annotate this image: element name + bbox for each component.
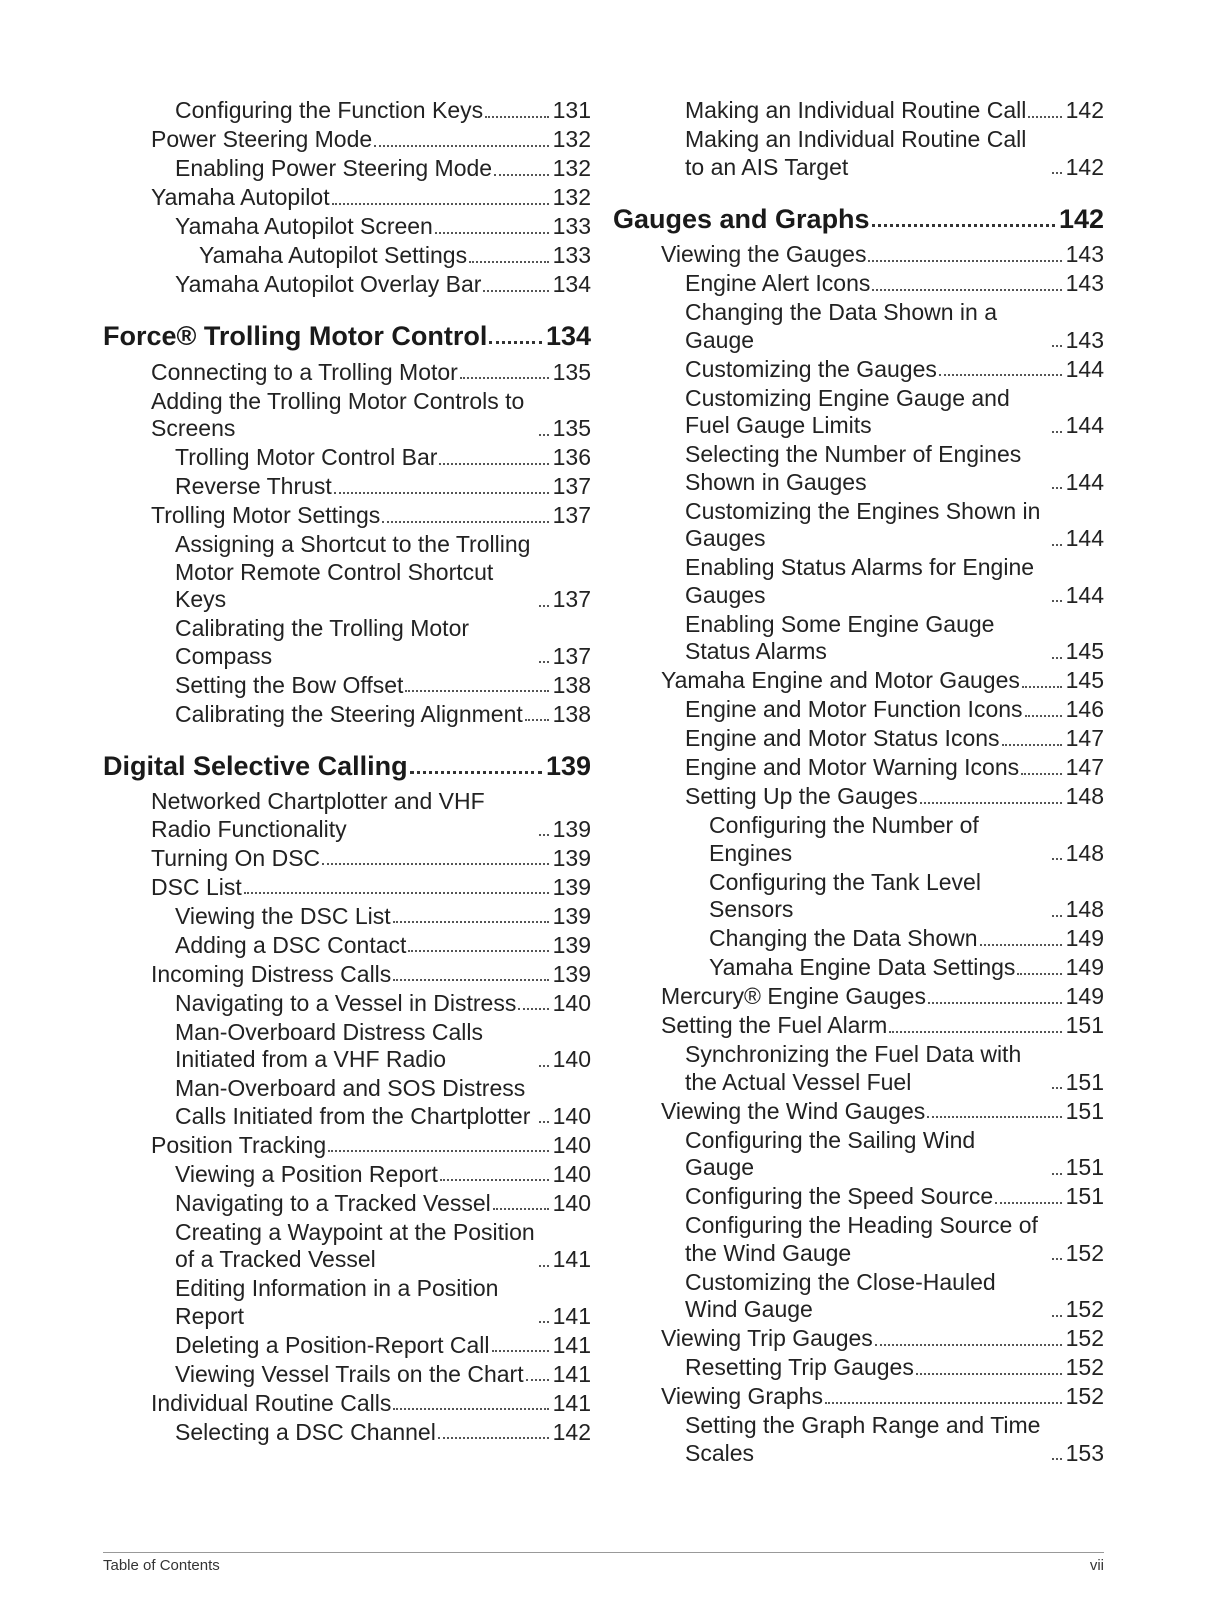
toc-entry[interactable] (151, 126, 591, 155)
toc-entry[interactable] (151, 1132, 591, 1161)
toc-entry-page: 147 (1065, 725, 1104, 751)
dot-leader (995, 1202, 1061, 1204)
dot-leader (1052, 600, 1062, 602)
dot-leader (916, 1373, 1062, 1375)
toc-entry-page: 144 (1065, 581, 1104, 608)
toc-entry[interactable] (685, 696, 1104, 725)
dot-leader (405, 690, 548, 692)
toc-entry[interactable] (175, 1219, 591, 1276)
toc-entry-page: 149 (1065, 925, 1104, 951)
toc-entry-page: 152 (1065, 1383, 1104, 1409)
toc-entry-page: 152 (1065, 1296, 1104, 1322)
dot-leader (539, 1065, 549, 1067)
toc-entry-title: Position Tracking (151, 1131, 327, 1158)
toc-entry-page: 139 (552, 931, 591, 958)
toc-entry-title: Yamaha Autopilot Overlay Bar (175, 271, 482, 297)
dot-leader (322, 863, 548, 865)
toc-entry[interactable] (175, 155, 591, 184)
toc-entry[interactable] (151, 961, 591, 990)
toc-entry[interactable] (175, 1075, 591, 1132)
toc-entry-title: Viewing Trip Gauges (661, 1325, 873, 1351)
dot-leader (539, 1121, 549, 1123)
toc-entry-title: Man-Overboard Distress Calls Initiated from a VHF Radio (175, 1018, 484, 1072)
toc-section-heading[interactable] (103, 320, 591, 355)
toc-entry-title: Mercury® Engine Gauges (661, 983, 926, 1009)
toc-entry-page: 151 (1065, 1183, 1104, 1209)
toc-entry-page: 153 (1065, 1439, 1104, 1466)
toc-entry[interactable] (151, 874, 591, 903)
toc-entry-title: Adding the Trolling Motor Controls to Screens (151, 387, 525, 441)
toc-entry-page: 139 (552, 844, 591, 871)
toc-entry-page: 139 (552, 960, 591, 987)
toc-entry[interactable] (685, 126, 1104, 183)
toc-entry[interactable] (685, 385, 1104, 442)
toc-entry-page: 144 (1065, 412, 1104, 438)
dot-leader (374, 145, 548, 147)
toc-entry-page: 137 (552, 502, 591, 528)
toc-entry-title: Yamaha Autopilot (151, 184, 330, 210)
toc-entry-page: 148 (1065, 839, 1104, 866)
dot-leader (868, 260, 1061, 262)
toc-entry-title: Viewing Graphs (661, 1383, 823, 1409)
toc-entry-page: 142 (552, 1418, 591, 1445)
dot-leader (1052, 172, 1062, 174)
toc-entry[interactable] (175, 271, 591, 300)
toc-entry[interactable] (151, 184, 591, 213)
toc-entry-page: 132 (552, 155, 591, 181)
dot-leader (539, 1321, 549, 1323)
toc-entry[interactable] (685, 725, 1104, 754)
toc-column-left (103, 97, 591, 1448)
dot-leader (393, 979, 548, 981)
toc-entry[interactable] (685, 299, 1104, 356)
toc-entry-title: Viewing Vessel Trails on the Chart (175, 1360, 524, 1387)
toc-entry-page: 132 (552, 184, 591, 210)
dot-leader (244, 892, 549, 894)
dot-leader (460, 377, 549, 379)
toc-entry-page: 145 (1065, 667, 1104, 693)
toc-entry-title: Customizing Engine Gauge and Fuel Gauge Limits (685, 384, 1010, 438)
toc-entry[interactable] (661, 1325, 1104, 1354)
toc-entry[interactable] (685, 1269, 1104, 1326)
toc-entry-page: 135 (552, 415, 591, 441)
toc-entry-title: Deleting a Position-Report Call (175, 1331, 490, 1358)
dot-leader (1052, 1087, 1062, 1089)
toc-entry-title: Yamaha Autopilot Settings (199, 242, 468, 268)
toc-entry-title: Reverse Thrust (175, 473, 332, 499)
dot-leader (435, 232, 549, 234)
dot-leader (1052, 1458, 1062, 1460)
toc-entry-page: 145 (1065, 638, 1104, 664)
toc-entry-title: Viewing the DSC List (175, 902, 391, 929)
toc-entry[interactable] (685, 356, 1104, 385)
dot-leader (889, 1031, 1061, 1033)
toc-entry-page: 151 (1065, 1097, 1104, 1124)
toc-entry-page: 152 (1065, 1354, 1104, 1380)
toc-entry[interactable] (175, 1019, 591, 1076)
dot-leader (494, 174, 549, 176)
toc-entry-page: 138 (552, 700, 591, 727)
toc-entry-title: Setting the Bow Offset (175, 671, 404, 698)
dot-leader (928, 1002, 1062, 1004)
toc-entry-title: Editing Information in a Position Report (175, 1275, 499, 1329)
dot-leader (539, 1265, 549, 1267)
toc-entry-page: 148 (1065, 896, 1104, 922)
toc-entry[interactable] (175, 1161, 591, 1190)
dot-leader (875, 1344, 1062, 1346)
toc-entry[interactable] (661, 1383, 1104, 1412)
toc-entry-title: Calibrating the Steering Alignment (175, 700, 523, 727)
toc-entry[interactable] (661, 241, 1104, 270)
toc-entry[interactable] (175, 1419, 591, 1448)
toc-entry-page: 141 (552, 1360, 591, 1387)
toc-entry-title: Turning On DSC (151, 844, 321, 871)
toc-entry-title: Engine Alert Icons (685, 270, 871, 296)
toc-entry-page: 144 (1065, 355, 1104, 382)
dot-leader (328, 1150, 548, 1152)
toc-entry-title: Configuring the Speed Source (685, 1183, 994, 1209)
toc-entry-title: Customizing the Engines Shown in Gauges (685, 497, 1041, 551)
toc-entry[interactable] (709, 812, 1104, 869)
toc-entry[interactable] (661, 983, 1104, 1012)
toc-entry-title: Setting the Fuel Alarm (661, 1012, 888, 1038)
dot-leader (1052, 1258, 1062, 1260)
toc-entry-page: 140 (552, 1046, 591, 1072)
toc-entry-page: 149 (1065, 983, 1104, 1009)
toc-entry-title: Configuring the Number of Engines (709, 812, 979, 866)
toc-entry-title: Viewing the Wind Gauges (661, 1097, 926, 1124)
toc-entry[interactable] (685, 783, 1104, 812)
dot-leader (872, 289, 1061, 291)
toc-entry-page: 151 (1065, 1012, 1104, 1038)
toc-entry-title: DSC List (151, 873, 242, 900)
toc-entry-page: 140 (552, 989, 591, 1016)
toc-entry[interactable] (175, 531, 591, 615)
toc-entry-page: 139 (552, 902, 591, 929)
dot-leader (539, 434, 549, 436)
toc-entry[interactable] (151, 359, 591, 388)
toc-entry-page: 138 (552, 671, 591, 698)
toc-entry[interactable] (151, 788, 591, 845)
page-footer (103, 1552, 1104, 1574)
toc-column-right (613, 97, 1104, 1469)
dot-leader (489, 341, 542, 344)
toc-entry-title: Navigating to a Tracked Vessel (175, 1189, 491, 1216)
dot-leader (539, 661, 549, 663)
toc-entry-title: Configuring the Sailing Wind Gauge (685, 1126, 976, 1180)
dot-leader (920, 802, 1062, 804)
toc-entry-page: 141 (552, 1331, 591, 1358)
toc-entry-title: Gauges and Graphs (613, 203, 870, 234)
toc-entry-page: 134 (545, 321, 591, 351)
toc-entry[interactable] (661, 1098, 1104, 1127)
toc-entry[interactable] (175, 473, 591, 502)
dot-leader (493, 1208, 549, 1210)
toc-entry-page: 137 (552, 642, 591, 669)
dot-leader (872, 224, 1055, 227)
toc-entry-title: Configuring the Tank Level Sensors (709, 868, 981, 922)
toc-entry-page: 144 (1065, 468, 1104, 495)
dot-leader (438, 1437, 549, 1439)
toc-entry[interactable] (685, 441, 1104, 498)
toc-entry-page: 143 (1065, 241, 1104, 267)
toc-entry-title: Setting the Graph Range and Time Scales (685, 1412, 1041, 1466)
toc-entry-page: 134 (552, 271, 591, 297)
toc-entry-title: Engine and Motor Function Icons (685, 696, 1023, 722)
toc-entry[interactable] (685, 1127, 1104, 1184)
toc-entry[interactable] (175, 701, 591, 730)
dot-leader (526, 1379, 549, 1381)
dot-leader (492, 1350, 549, 1352)
toc-entry-page: 148 (1065, 783, 1104, 809)
toc-entry-title: Resetting Trip Gauges (685, 1354, 914, 1380)
toc-entry-title: Selecting a DSC Channel (175, 1418, 436, 1445)
toc-entry-title: Engine and Motor Warning Icons (685, 754, 1020, 780)
toc-entry-page: 141 (552, 1389, 591, 1416)
toc-entry-title: Configuring the Function Keys (175, 97, 484, 123)
toc-entry-title: Trolling Motor Settings (151, 502, 381, 528)
dot-leader (1052, 858, 1062, 860)
toc-entry[interactable] (685, 754, 1104, 783)
toc-entry-title: Digital Selective Calling (103, 750, 408, 781)
toc-entry[interactable] (685, 1183, 1104, 1212)
toc-entry-title: Yamaha Autopilot Screen (175, 213, 433, 239)
toc-entry-title: Changing the Data Shown (709, 925, 978, 951)
toc-entry-title: Enabling Some Engine Gauge Status Alarms (685, 610, 995, 664)
toc-entry-page: 144 (1065, 525, 1104, 551)
dot-leader (485, 116, 549, 118)
toc-entry-page: 140 (552, 1131, 591, 1158)
toc-entry-title: Trolling Motor Control Bar (175, 444, 438, 470)
toc-entry-title: Changing the Data Shown in a Gauge (685, 299, 997, 353)
toc-section-heading[interactable] (613, 203, 1104, 238)
toc-entry[interactable] (685, 97, 1104, 126)
dot-leader (927, 1116, 1061, 1118)
dot-leader (1022, 686, 1062, 688)
dot-leader (939, 374, 1062, 376)
toc-entry-page: 140 (552, 1102, 591, 1129)
toc-entry[interactable] (685, 1212, 1104, 1269)
toc-entry-page: 139 (552, 815, 591, 842)
toc-entry-title: Connecting to a Trolling Motor (151, 358, 458, 385)
toc-entry[interactable] (685, 498, 1104, 555)
dot-leader (408, 950, 548, 952)
toc-entry-title: Yamaha Engine Data Settings (709, 954, 1016, 980)
toc-entry-title: Calibrating the Trolling Motor Compass (175, 615, 470, 669)
toc-entry-page: 137 (552, 473, 591, 499)
toc-entry-page: 147 (1065, 754, 1104, 780)
toc-entry-page: 151 (1065, 1154, 1104, 1180)
toc-entry-page: 142 (1065, 153, 1104, 180)
toc-entry-page: 133 (552, 242, 591, 268)
toc-entry-page: 133 (552, 213, 591, 239)
toc-entry[interactable] (151, 1390, 591, 1419)
toc-entry[interactable] (175, 97, 591, 126)
dot-leader (1025, 715, 1062, 717)
toc-entry[interactable] (685, 554, 1104, 611)
toc-entry-title: Setting Up the Gauges (685, 783, 918, 809)
toc-entry[interactable] (175, 615, 591, 672)
dot-leader (1052, 345, 1062, 347)
dot-leader (1028, 116, 1061, 118)
dot-leader (1017, 973, 1061, 975)
dot-leader (439, 463, 548, 465)
toc-entry[interactable] (199, 242, 591, 271)
dot-leader (1052, 1173, 1062, 1175)
toc-entry-title: Viewing the Gauges (661, 241, 867, 267)
toc-entry-page: 131 (552, 97, 591, 123)
toc-entry[interactable] (151, 502, 591, 531)
toc-entry[interactable] (175, 1275, 591, 1332)
toc-entry[interactable] (685, 1412, 1104, 1469)
toc-entry-title: Yamaha Engine and Motor Gauges (661, 667, 1020, 693)
dot-leader (334, 492, 549, 494)
toc-entry-page: 152 (1065, 1325, 1104, 1351)
dot-leader (332, 203, 549, 205)
dot-leader (825, 1402, 1062, 1404)
dot-leader (1052, 431, 1062, 433)
dot-leader (1052, 1315, 1062, 1317)
toc-entry-title: Adding a DSC Contact (175, 931, 407, 958)
toc-entry-page: 140 (552, 1160, 591, 1187)
toc-entry-page: 149 (1065, 954, 1104, 980)
toc-entry[interactable] (175, 1361, 591, 1390)
toc-entry-title: Assigning a Shortcut to the Trolling Motor Remote Control Shortcut Keys (175, 531, 531, 612)
toc-entry-page: 137 (552, 586, 591, 612)
dot-leader (525, 719, 549, 721)
toc-entry[interactable] (685, 270, 1104, 299)
toc-entry[interactable] (175, 213, 591, 242)
dot-leader (382, 521, 548, 523)
toc-entry[interactable] (661, 667, 1104, 696)
toc-entry-title: Making an Individual Routine Call (685, 97, 1027, 123)
toc-entry-title: Navigating to a Vessel in Distress (175, 989, 517, 1016)
dot-leader (410, 771, 542, 774)
toc-entry[interactable] (175, 932, 591, 961)
toc-entry-title: Making an Individual Routine Call to an AIS Target (685, 126, 1027, 180)
footer-page-number: vii (1089, 1557, 1104, 1574)
toc-entry[interactable] (709, 869, 1104, 926)
toc-entry-title: Enabling Status Alarms for Engine Gauges (685, 554, 1035, 608)
toc-entry-title: Enabling Power Steering Mode (175, 155, 493, 181)
toc-entry-title: Creating a Waypoint at the Position of a Tracked Vessel (175, 1218, 535, 1272)
dot-leader (1052, 487, 1062, 489)
toc-entry[interactable] (175, 990, 591, 1019)
toc-entry-page: 132 (552, 126, 591, 152)
toc-entry[interactable] (175, 672, 591, 701)
toc-entry-page: 140 (552, 1189, 591, 1216)
toc-entry-page: 139 (545, 750, 591, 781)
toc-entry[interactable] (175, 903, 591, 932)
dot-leader (393, 1408, 548, 1410)
toc-entry-page: 143 (1065, 326, 1104, 353)
dot-leader (539, 834, 549, 836)
toc-entry-page: 142 (1058, 203, 1104, 234)
toc-entry-page: 143 (1065, 270, 1104, 296)
toc-entry[interactable] (151, 845, 591, 874)
dot-leader (980, 944, 1062, 946)
dot-leader (483, 290, 548, 292)
toc-entry[interactable] (175, 444, 591, 473)
footer-label: Table of Contents (103, 1557, 220, 1574)
toc-entry-title: Incoming Distress Calls (151, 960, 392, 987)
dot-leader (393, 921, 549, 923)
dot-leader (1002, 744, 1062, 746)
toc-entry-title: Individual Routine Calls (151, 1389, 392, 1416)
toc-entry-title: Selecting the Number of Engines Shown in Gauges (685, 441, 1022, 495)
toc-entry-title: Customizing the Close-Hauled Wind Gauge (685, 1268, 996, 1322)
toc-entry-title: Networked Chartplotter and VHF Radio Functionality (151, 788, 485, 842)
toc-section-heading[interactable] (103, 750, 591, 785)
toc-entry[interactable] (661, 1012, 1104, 1041)
toc-entry-title: Force® Trolling Motor Control (103, 321, 488, 351)
toc-entry-title: Engine and Motor Status Icons (685, 725, 1000, 751)
dot-leader (1052, 915, 1062, 917)
toc-entry[interactable] (685, 1354, 1104, 1383)
dot-leader (1052, 544, 1062, 546)
toc-entry-title: Man-Overboard and SOS Distress Calls Initiated from the Chartplotter (175, 1075, 531, 1129)
toc-entry[interactable] (685, 611, 1104, 668)
dot-leader (539, 605, 549, 607)
toc-entry[interactable] (175, 1332, 591, 1361)
toc-entry-page: 141 (552, 1246, 591, 1272)
toc-entry-page: 151 (1065, 1068, 1104, 1095)
toc-entry[interactable] (709, 925, 1104, 954)
toc-entry-title: Synchronizing the Fuel Data with the Actual Vessel Fuel (685, 1041, 1022, 1095)
toc-entry[interactable] (709, 954, 1104, 983)
dot-leader (1021, 773, 1062, 775)
toc-entry-page: 135 (552, 358, 591, 385)
dot-leader (1052, 657, 1062, 659)
toc-entry-page: 139 (552, 873, 591, 900)
toc-entry-page: 152 (1065, 1239, 1104, 1266)
toc-entry[interactable] (175, 1190, 591, 1219)
toc-entry-title: Viewing a Position Report (175, 1160, 438, 1187)
toc-entry[interactable] (685, 1041, 1104, 1098)
toc-entry-title: Customizing the Gauges (685, 355, 937, 382)
toc-entry-title: Configuring the Heading Source of the Wind Gauge (685, 1212, 1038, 1266)
toc-entry-page: 142 (1065, 97, 1104, 123)
toc-entry-title: Power Steering Mode (151, 126, 373, 152)
toc-entry-page: 136 (552, 444, 591, 470)
dot-leader (440, 1179, 549, 1181)
dot-leader (469, 261, 549, 263)
toc-entry[interactable] (151, 388, 591, 445)
dot-leader (518, 1008, 548, 1010)
toc-entry-page: 146 (1065, 696, 1104, 722)
toc-entry-page: 141 (552, 1302, 591, 1329)
